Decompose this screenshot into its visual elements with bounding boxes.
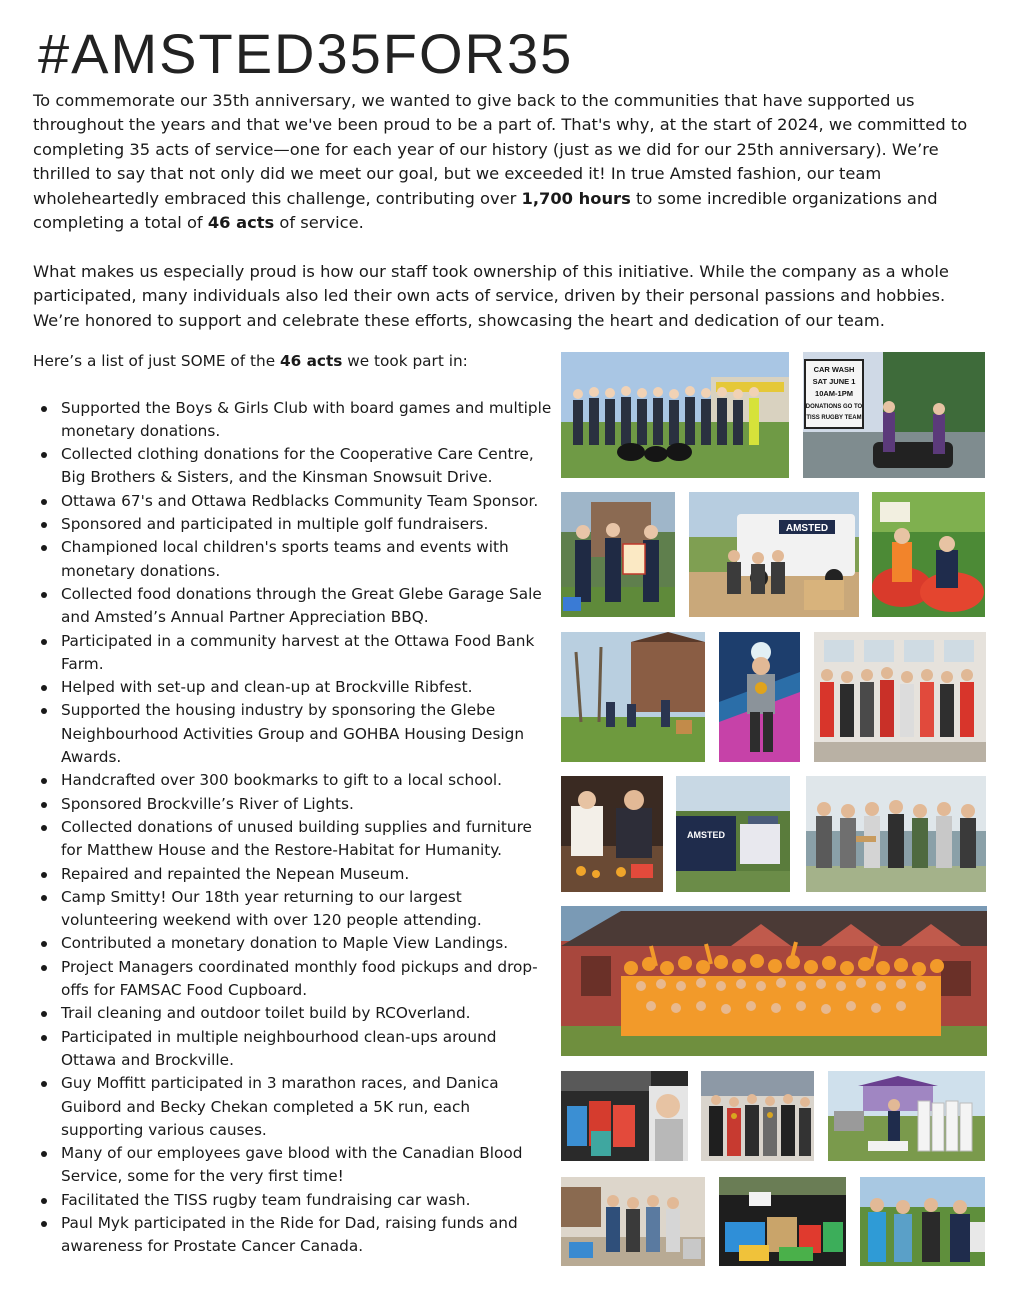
photo-bookmark-crafting <box>561 776 663 892</box>
intro-p1-text-a: To commemorate our 35th anniversary, we wanted to give back to the communities that have supported us throughout the years and that we've been proud to be a part of. That's why, at the start of 2024, we committed to completing 35 acts of service—one for each year of our history (just as we did for our 25th anniversary). We’re thrilled to say that not only did we meet our goal, but we exceeded it! In true Amsted fashion, our team wholeheartedly embraced this challenge, contributing over <box>33 91 968 208</box>
sign-line: CAR WASH <box>813 365 855 374</box>
list-item: Supported the Boys & Girls Club with board games and multiple monetary donations. <box>33 397 553 444</box>
intro-paragraph-1 <box>33 89 988 235</box>
list-lead <box>33 350 553 373</box>
photo-amsted-banner <box>676 776 790 892</box>
list-item: Camp Smitty! Our 18th year returning to our largest volunteering weekend with over 120 people attending. <box>33 886 553 933</box>
list-item: Sponsored Brockville’s River of Lights. <box>33 793 553 816</box>
list-item: Trail cleaning and outdoor toilet build by RCOverland. <box>33 1002 553 1025</box>
page-title: #AMSTED35FOR35 <box>38 22 574 85</box>
acts-list-section <box>33 350 553 1259</box>
photo-marathon-runner <box>719 632 800 762</box>
hours-highlight: 1,700 hours <box>521 188 631 208</box>
list-item: Collected food donations through the Great Glebe Garage Sale and Amsted’s Annual Partner Appreciation BBQ. <box>33 583 553 630</box>
list-lead-text-a: Here’s a list of just SOME of the <box>33 352 280 370</box>
photo-trail-group <box>806 776 986 892</box>
photo-community-harvest <box>561 632 705 762</box>
list-lead-bold: 46 acts <box>279 352 343 370</box>
list-item: Facilitated the TISS rugby team fundraising car wash. <box>33 1189 553 1212</box>
list-item: Contributed a monetary donation to Maple View Landings. <box>33 932 553 955</box>
list-item: Helped with set-up and clean-up at Brockville Ribfest. <box>33 676 553 699</box>
photo-team-indoor <box>814 632 986 762</box>
intro-text <box>33 89 988 333</box>
photo-golf-fundraiser <box>860 1177 985 1266</box>
intro-p1-text-b: to some incredible organizations and completing a total of <box>33 188 938 233</box>
list-item: Collected clothing donations for the Cooperative Care Centre, Big Brothers & Sisters, and the Kinsman Snowsuit Drive. <box>33 443 553 490</box>
banner-logo-text: AMSTED <box>687 830 725 840</box>
photo-cleanup-group <box>561 352 789 478</box>
list-item: Championed local children's sports teams and events with monetary donations. <box>33 536 553 583</box>
van-logo-text: AMSTED <box>785 523 829 534</box>
list-item: Participated in multiple neighbourhood clean-ups around Ottawa and Brockville. <box>33 1026 553 1073</box>
photo-car-trunk-donations <box>561 1071 688 1161</box>
intro-paragraph-2: What makes us especially proud is how our staff took ownership of this initiative. While the company as a whole participated, many individuals also led their own acts of service, driven by their personal passions and hobbies. We’re honored to support and celebrate these efforts, showcasing the heart and dedication of our team. <box>33 261 949 330</box>
photo-camp-smitty <box>561 906 987 1056</box>
photo-amsted-van <box>689 492 859 617</box>
list-item: Participated in a community harvest at the Ottawa Food Bank Farm. <box>33 630 553 677</box>
list-item: Guy Moffitt participated in 3 marathon races, and Danica Guibord and Becky Chekan completed a 5K run, each supporting various causes. <box>33 1072 553 1142</box>
list-item: Many of our employees gave blood with the Canadian Blood Service, some for the very first time! <box>33 1142 553 1189</box>
acts-highlight: 46 acts <box>207 213 275 233</box>
photo-building-supplies <box>828 1071 985 1161</box>
list-item: Handcrafted over 300 bookmarks to gift to a local school. <box>33 769 553 792</box>
acts-list <box>33 397 553 1259</box>
list-lead-text-b: we took part in: <box>342 352 468 370</box>
photo-food-drive-indoor <box>561 1177 705 1266</box>
photo-women-donation <box>561 492 675 617</box>
list-item: Repaired and repainted the Nepean Museum. <box>33 863 553 886</box>
list-item: Project Managers coordinated monthly food pickups and drop-offs for FAMSAC Food Cupboard. <box>33 956 553 1003</box>
photo-tubing <box>872 492 985 617</box>
list-item: Collected donations of unused building supplies and furniture for Matthew House and the Restore-Habitat for Humanity. <box>33 816 553 863</box>
list-item: Ottawa 67's and Ottawa Redblacks Community Team Sponsor. <box>33 490 553 513</box>
intro-p1-text-c: of service. <box>274 213 364 233</box>
sign-line: TISS RUGBY TEAM <box>806 415 862 421</box>
list-item: Sponsored and participated in multiple golf fundraisers. <box>33 513 553 536</box>
photo-event-group <box>701 1071 814 1161</box>
photo-car-wash <box>803 352 985 478</box>
photo-truck-bed-donations <box>719 1177 846 1266</box>
list-item: Paul Myk participated in the Ride for Dad, raising funds and awareness for Prostate Cancer Canada. <box>33 1212 553 1259</box>
sign-line: SAT JUNE 1 <box>812 377 856 386</box>
sign-line: 10AM-1PM <box>815 389 853 398</box>
sign-line: DONATIONS GO TO <box>805 404 863 410</box>
list-item: Supported the housing industry by sponsoring the Glebe Neighbourhood Activities Group and GOHBA Housing Design Awards. <box>33 699 553 769</box>
